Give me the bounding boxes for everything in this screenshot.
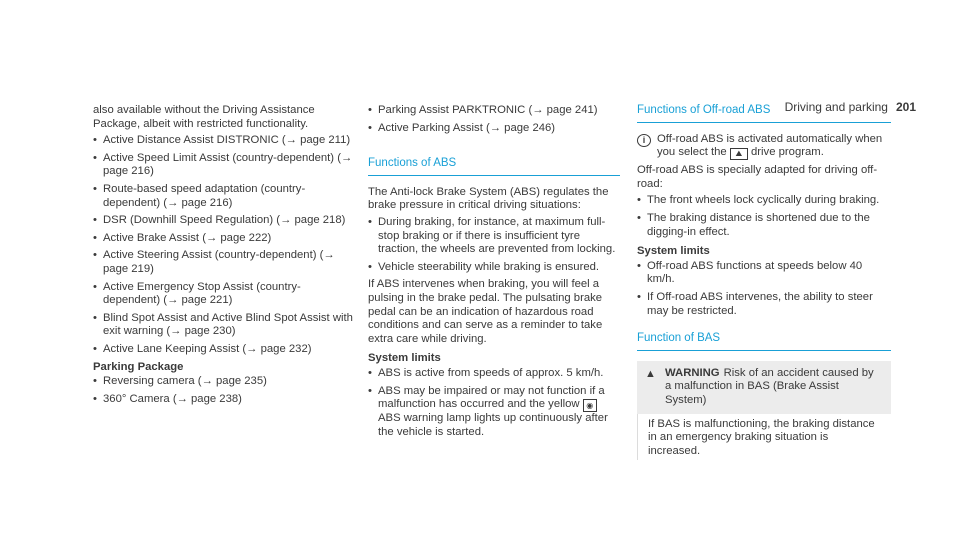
list-item: • Vehicle steerability while braking is ensured. [368,261,620,275]
note-text-b: drive program. [751,146,824,159]
offroad-intro: Off-road ABS is specially adapted for driving off-road: [637,164,878,190]
list-item: • Active Steering Assist (country-dependent) (→ page 219) [93,249,353,276]
abs-intro: The Anti-lock Brake System (ABS) regulates the brake pressure in critical driving situations: [368,185,609,212]
list-item: • Reversing camera (→ page 235) [93,375,353,389]
list-item: • Active Emergency Stop Assist (country-dependent) (→ page 221) [93,281,353,308]
abs-paragraph: If ABS intervenes when braking, you will feel a pulsing in the brake pedal. The pulsating brake pedal can be an indication of hazardous road conditions and can serve as a reminder to take extra care while driving. [368,278,603,345]
note-text-a: Off-road ABS is activated automatically when you select the [657,132,883,159]
list-item: • If Off-road ABS intervenes, the ability to steer may be restricted. [637,291,891,318]
list-item: • Route-based speed adaptation (country-dependent) (→ page 216) [93,183,353,210]
parking-assist-list [368,104,620,135]
offroad-limits-list [637,260,891,318]
warning-text: Risk of an accident caused by a malfunction in BAS (Brake Assist System) [665,366,874,406]
warning-body: If BAS is malfunctioning, the braking distance in an emergency braking situation is increased. [637,414,891,461]
column-left [93,104,353,410]
list-item: • During braking, for instance, at maximum full-stop braking or if there is insufficient tyre traction, the wheels are prevented from locking. [368,216,620,257]
abs-warning-lamp-icon: ◉ [583,399,597,412]
offroad-drive-program-icon: ⛰ [730,148,748,160]
list-item [368,385,620,440]
bas-section-title: Function of BAS [637,332,891,351]
warning-box [637,361,891,461]
info-note [637,133,891,161]
warning-header [637,361,891,414]
page-number: 201 [895,100,916,114]
header-title: Driving and parking [784,100,888,114]
column-right [637,104,891,460]
list-item: • Off-road ABS functions at speeds below 40 km/h. [637,260,891,287]
list-item: • 360° Camera (→ page 238) [93,393,353,407]
list-item: • The braking distance is shortened due to the digging-in effect. [637,212,891,239]
info-icon: i [637,134,651,147]
warning-triangle-icon: ▲ [645,367,656,380]
offroad-abs-section-title: Functions of Off-road ABS [637,104,891,123]
limit-text-b: ABS warning lamp lights up continuously after the vehicle is started. [378,412,608,438]
list-item: • ABS is active from speeds of approx. 5 km/h. [368,367,620,381]
offroad-system-limits-heading: System limits [637,245,710,258]
list-item: • The front wheels lock cyclically during braking. [637,194,891,208]
system-limits-heading: System limits [368,352,441,365]
list-item: • Active Brake Assist (→ page 222) [93,232,353,246]
list-item: • Blind Spot Assist and Active Blind Spot Assist with exit warning (→ page 230) [93,312,353,339]
abs-limits-list [368,367,620,439]
offroad-list [637,194,891,239]
warning-label: WARNING [665,366,720,379]
parking-list [93,375,353,406]
parking-package-heading: Parking Package [93,360,184,373]
list-item: • Active Parking Assist (→ page 246) [368,122,620,136]
list-item: • Active Speed Limit Assist (country-dependent) (→ page 216) [93,152,353,179]
column-middle [368,104,620,443]
assist-list [93,134,353,356]
limit-text-a: ABS may be impaired or may not function if a malfunction has occurred and the yellow [378,384,605,411]
abs-section-title: Functions of ABS [368,157,620,176]
intro-text: also available without the Driving Assistance Package, albeit with restricted functionality. [93,104,315,130]
list-item: • Active Distance Assist DISTRONIC (→ page 211) [93,134,353,148]
list-item: • Parking Assist PARKTRONIC (→ page 241) [368,104,620,118]
note-text [657,133,891,161]
list-item: • DSR (Downhill Speed Regulation) (→ page 218) [93,214,353,228]
list-item: • Active Lane Keeping Assist (→ page 232) [93,343,353,357]
abs-list [368,216,620,274]
